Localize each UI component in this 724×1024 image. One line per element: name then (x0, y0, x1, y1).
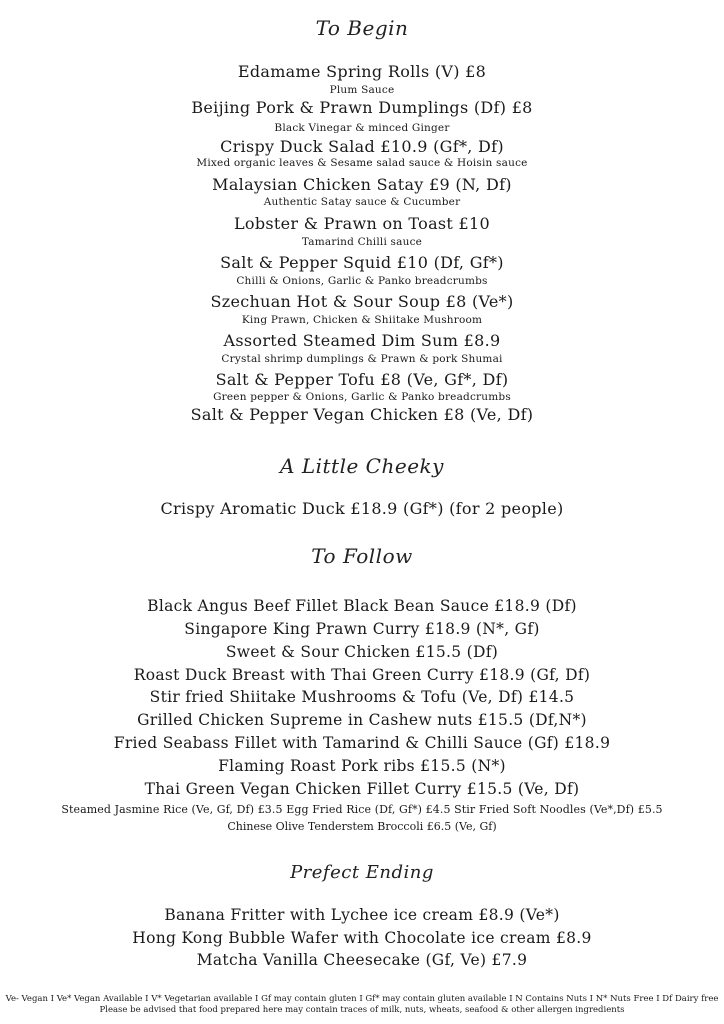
heading-a-little-cheeky: A Little Cheeky (280, 454, 444, 478)
heading-to-follow: To Follow (311, 544, 413, 568)
starter-name: Malaysian Chicken Satay £9 (N, Df) (212, 175, 512, 194)
main-item: Thai Green Vegan Chicken Fillet Curry £15.5 (Ve, Df) (144, 780, 580, 798)
starter-name: Salt & Pepper Squid £10 (Df, Gf*) (220, 253, 504, 272)
starter-name: Assorted Steamed Dim Sum £8.9 (223, 331, 501, 350)
heading-prefect-ending: Prefect Ending (290, 862, 434, 883)
starter-name: Lobster & Prawn on Toast £10 (233, 214, 490, 233)
main-item: Flaming Roast Pork ribs £15.5 (N*) (218, 757, 506, 775)
starter-name: Szechuan Hot & Sour Soup £8 (Ve*) (210, 292, 514, 311)
dessert-item: Matcha Vanilla Cheesecake (Gf, Ve) £7.9 (196, 951, 528, 969)
sides-line: Chinese Olive Tenderstem Broccoli £6.5 (Ve, Gf) (227, 820, 497, 833)
dietary-legend: Ve- Vegan I Ve* Vegan Available I V* Vegetarian available I Gf may contain gluten I Gf* may contain gluten available I N Contains Nuts I N* Nuts Free I Df Dairy free (5, 994, 719, 1004)
main-item: Singapore King Prawn Curry £18.9 (N*, Gf) (184, 620, 540, 638)
starter-desc: Tamarind Chilli sauce (301, 236, 423, 248)
starter-desc: Crystal shrimp dumplings & Prawn & pork Shumai (221, 353, 503, 365)
starter-desc: King Prawn, Chicken & Shiitake Mushroom (241, 314, 483, 326)
starter-name: Salt & Pepper Tofu £8 (Ve, Gf*, Df) (215, 370, 509, 389)
allergen-note: Please be advised that food prepared here may contain traces of milk, nuts, wheats, seafood & other allergen ingredients (99, 1005, 625, 1015)
main-item: Roast Duck Breast with Thai Green Curry £18.9 (Gf, Df) (133, 666, 591, 684)
starter-name: Edamame Spring Rolls (V) £8 (237, 62, 487, 81)
main-item: Stir fried Shiitake Mushrooms & Tofu (Ve, Df) £14.5 (149, 688, 575, 706)
main-item: Black Angus Beef Fillet Black Bean Sauce £18.9 (Df) (147, 597, 577, 615)
cheeky-item: Crispy Aromatic Duck £18.9 (Gf*) (for 2 people) (160, 499, 564, 518)
main-item: Sweet & Sour Chicken £15.5 (Df) (225, 643, 499, 661)
starter-desc: Mixed organic leaves & Sesame salad sauce & Hoisin sauce (196, 157, 528, 169)
starter-desc: Plum Sauce (329, 84, 395, 96)
starter-desc: Green pepper & Onions, Garlic & Panko breadcrumbs (213, 391, 511, 403)
main-item: Fried Seabass Fillet with Tamarind & Chilli Sauce (Gf) £18.9 (113, 734, 611, 752)
sides-line: Steamed Jasmine Rice (Ve, Gf, Df) £3.5 Egg Fried Rice (Df, Gf*) £4.5 Stir Fried Soft Noodles (Ve*,Df) £5.5 (61, 803, 663, 816)
starter-name: Beijing Pork & Prawn Dumplings (Df) £8 (191, 98, 533, 117)
starter-desc: Chilli & Onions, Garlic & Panko breadcrumbs (236, 275, 488, 287)
main-item: Grilled Chicken Supreme in Cashew nuts £15.5 (Df,N*) (137, 711, 587, 729)
heading-to-begin: To Begin (315, 16, 409, 40)
dessert-item: Banana Fritter with Lychee ice cream £8.9 (Ve*) (164, 906, 560, 924)
dessert-item: Hong Kong Bubble Wafer with Chocolate ice cream £8.9 (132, 929, 592, 947)
starter-desc: Authentic Satay sauce & Cucumber (263, 196, 461, 208)
starter-name: Crispy Duck Salad £10.9 (Gf*, Df) (220, 137, 504, 156)
starter-desc: Black Vinegar & minced Ginger (274, 122, 450, 134)
starter-name: Salt & Pepper Vegan Chicken £8 (Ve, Df) (190, 405, 534, 424)
